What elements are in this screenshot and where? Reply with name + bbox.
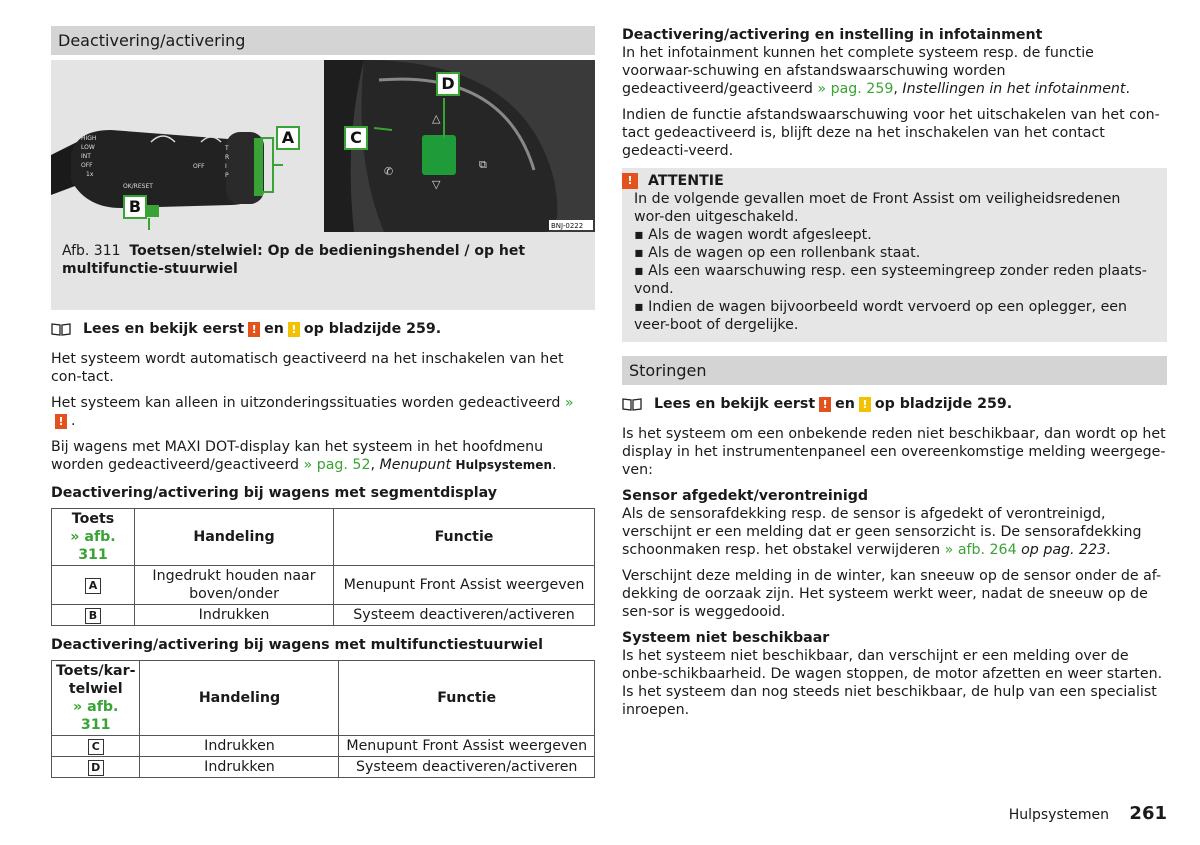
p4-end: . [1106,542,1111,558]
p4-link[interactable]: » afb. 264 [944,542,1017,558]
book-icon [51,322,71,336]
svg-text:✆: ✆ [384,165,394,178]
attention-title: ATTENTIE [648,173,724,189]
p4-text: Als de sensorafdekking resp. de sensor is afgedekt of verontreinigd, verschijnt er een melding dat er geen sensorzicht is. De sensorafdekking schoonmaken resp. het obstakel verwijderen [622,506,1142,558]
figure-caption [62,242,586,278]
p1-comma: , [893,81,898,97]
note-text-before: Lees en bekijk eerst [654,396,816,412]
key-a: A [85,578,101,594]
p1-end: . [1125,81,1130,97]
key-b: B [85,608,101,624]
svg-text:T: T [225,145,229,152]
heading-not-available: Systeem niet beschikbaar [622,630,830,646]
attention-box [622,168,1167,342]
attention-header [622,168,1155,190]
table-row [52,757,595,778]
figure-label-c: C [344,126,368,150]
row-function: Systeem deactiveren/activeren [334,605,595,626]
row-function: Systeem deactiveren/activeren [339,757,595,778]
col1-link[interactable]: » afb. 311 [73,699,119,733]
paragraph-exception [51,394,595,430]
row-action: Indrukken [135,605,334,626]
heading-infotainment: Deactivering/activering en instelling in infotainment [622,27,1043,43]
row-action: Ingedrukt houden naar boven/onder [135,566,334,605]
paragraph-not-available: Is het systeem niet beschikbaar, dan verschijnt er een melding over de onbe-schikbaarheid. De wagen stoppen, de motor afzetten en weer starten. Is het systeem dan nog steeds niet beschikbaar, de hulp van een specialist inroepen. [622,648,1163,718]
table1-title: Deactivering/activering bij wagens met segmentdisplay [51,485,498,501]
svg-text:INT: INT [81,153,91,160]
svg-text:▽: ▽ [432,178,441,191]
caption-text: Toetsen/stelwiel: Op de bedieningshendel / op het multifunctie-stuurwiel [62,243,526,277]
paragraph-maxidot [51,438,595,474]
svg-text:LOW: LOW [81,144,95,151]
figure-code: BNJ-0222 [551,222,584,230]
table-segment-display [51,508,595,626]
table-row [52,736,595,757]
bullet-text: Als een waarschuwing resp. een systeemingreep zonder reden plaats-vond. [634,263,1147,297]
svg-text:1x: 1x [86,171,94,178]
table-multifunction-wheel [51,660,595,778]
table-header-key [52,509,135,566]
warning-red-icon: ! [248,322,260,337]
svg-text:OFF: OFF [81,162,93,169]
note-text-after: op bladzijde 259. [303,321,442,337]
svg-text:R: R [225,154,230,161]
p1-italic: Instellingen in het infotainment [902,81,1126,97]
left-column [51,26,595,788]
footer-section: Hulpsystemen [1008,807,1109,823]
row-action: Indrukken [140,736,339,757]
bullet-text: Als de wagen op een rollenbank staat. [648,245,921,261]
warning-yellow-icon: ! [859,397,871,412]
p2-link[interactable]: » [564,395,574,411]
table-header-key [52,661,140,736]
table-header-function: Functie [339,661,595,736]
paragraph-auto-activation: Het systeem wordt automatisch geactiveerd na het inschakelen van het con-tact. [51,351,564,385]
col1-link[interactable]: » afb. 311 [70,529,116,563]
note-text-before: Lees en bekijk eerst [83,321,245,337]
table-row [52,605,595,626]
p3-comma: , [370,457,375,473]
row-function: Menupunt Front Assist weergeven [334,566,595,605]
table-header-function: Functie [334,509,595,566]
attention-bullet: ▪ Als de wagen op een rollenbank staat. [634,245,921,261]
row-function: Menupunt Front Assist weergeven [339,736,595,757]
warning-red-icon: ! [622,173,638,189]
figure-label-b: B [123,195,147,219]
warning-red-icon: ! [55,414,67,429]
read-first-note [622,395,1167,413]
key-c: C [88,739,104,755]
attention-bullet: ▪ Als een waarschuwing resp. een systeemingreep zonder reden plaats-vond. [634,263,1147,297]
table-header-row [52,509,595,566]
p1-text: In het infotainment kunnen het complete systeem resp. de functie voorwaar-schuwing en afstandswaarschuwing worden gedeactiveerd/geactiveerd [622,45,1094,97]
read-first-note [51,320,595,338]
p2-text: Het systeem kan alleen in uitzonderingssituaties worden gedeactiveerd [51,395,561,411]
figure-311 [51,60,595,310]
svg-text:OFF: OFF [193,163,205,170]
table-header-action: Handeling [140,661,339,736]
table-row [52,566,595,605]
p4-italic: op pag. 223 [1021,542,1107,558]
svg-text:△: △ [432,112,441,125]
col1-label: Toets [71,511,115,527]
p3-link[interactable]: » pag. 52 [303,457,371,473]
table-header-row [52,661,595,736]
section-title-faults: Storingen [622,356,1167,385]
attention-bullet: ▪ Als de wagen wordt afgesleept. [634,227,872,243]
attention-bullet: ▪ Indien de wagen bijvoorbeeld wordt vervoerd op een oplegger, een veer-boot of dergelijke. [634,299,1128,333]
book-icon [622,397,642,411]
bullet-text: Indien de wagen bijvoorbeeld wordt vervoerd op een oplegger, een veer-boot of dergelijke. [634,299,1128,333]
lever-text-high: HIGH [81,135,97,142]
svg-text:OK/RESET: OK/RESET [123,183,153,190]
paragraph-sensor [622,505,1167,559]
heading-sensor: Sensor afgedekt/verontreinigd [622,488,869,504]
p3-italic: Menupunt [379,457,452,473]
table2-title: Deactivering/activering bij wagens met multifunctiestuurwiel [51,637,543,653]
note-text-mid: en [835,396,855,412]
figure-label-a: A [276,126,300,150]
col1-label: Toets/kar-telwiel [56,663,136,697]
table-header-action: Handeling [135,509,334,566]
page-footer [1009,805,1167,824]
svg-text:P: P [225,172,229,179]
attention-intro: In de volgende gevallen moet de Front Assist om veiligheidsredenen wor-den uitgeschakeld. [634,191,1121,225]
warning-red-icon: ! [819,397,831,412]
p3-text: Bij wagens met MAXI DOT-display kan het systeem in het hoofdmenu worden gedeactiveerd/geactiveerd [51,439,544,473]
steering-wheel-illustration [324,60,595,232]
right-column [622,26,1167,727]
p3-menu-name: Hulpsystemen [455,458,552,472]
lever-illustration [51,60,322,232]
p3-end: . [552,457,557,473]
p1-link[interactable]: » pag. 259 [817,81,894,97]
paragraph-infotainment [622,44,1167,98]
section-title-deactivation: Deactivering/activering [51,26,595,55]
svg-text:⧉: ⧉ [479,158,487,171]
p2-end: . [71,413,76,429]
paragraph-distance-warning: Indien de functie afstandswaarschuwing voor het uitschakelen van het con-tact gedeactiveerd is, blijft deze na het inschakelen van het contact gedeacti-veerd. [622,107,1160,159]
figure-label-d: D [436,72,460,96]
bullet-text: Als de wagen wordt afgesleept. [648,227,872,243]
row-action: Indrukken [140,757,339,778]
caption-prefix: Afb. 311 [62,243,121,259]
warning-yellow-icon: ! [288,322,300,337]
paragraph-unavailable-intro: Is het systeem om een onbekende reden niet beschikbaar, dan wordt op het display in het instrumentenpaneel een overeenkomstige melding weergege-ven: [622,426,1166,478]
paragraph-winter: Verschijnt deze melding in de winter, kan sneeuw op de sensor onder de af-dekking de oorzaak zijn. Het systeem werkt weer, nadat de sneeuw op de sen-sor is weggedooid. [622,568,1162,620]
note-text-mid: en [264,321,284,337]
page-number: 261 [1129,803,1167,824]
key-d: D [88,760,104,776]
svg-text:I: I [225,163,227,170]
note-text-after: op bladzijde 259. [874,396,1013,412]
